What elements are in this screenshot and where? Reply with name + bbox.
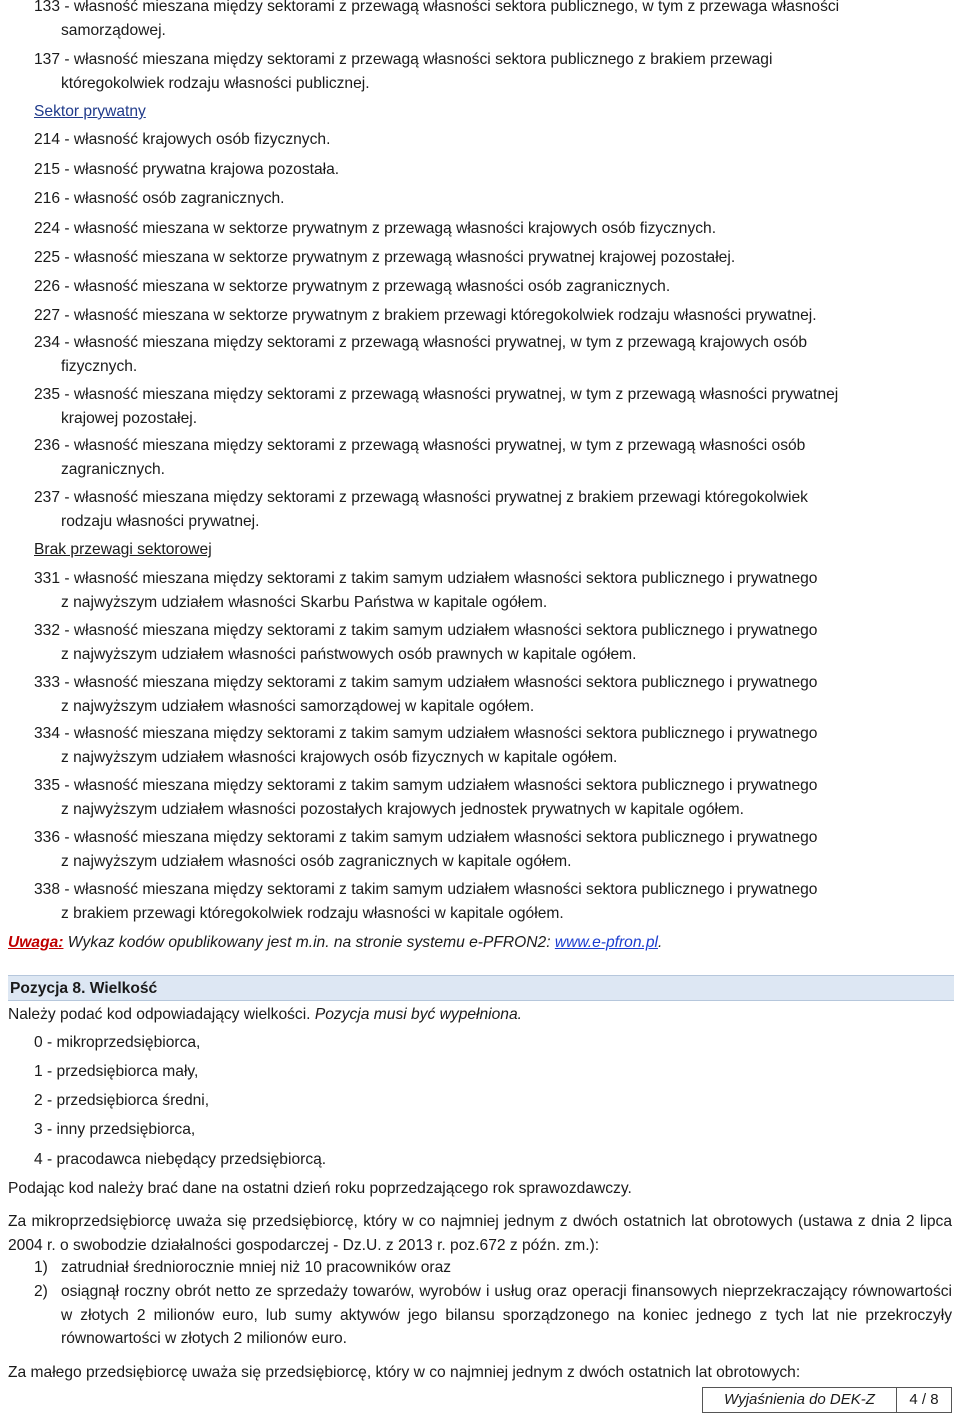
size-code-0: 0 - mikroprzedsiębiorca, bbox=[34, 1034, 201, 1051]
code-entry-continuation: samorządowej. bbox=[61, 21, 166, 39]
code-entry-continuation: z brakiem przewagi któregokolwiek rodzaju własności w kapitale ogółem. bbox=[61, 904, 564, 922]
code-entry-continuation: z najwyższym udziałem własności pozostałych krajowych jednostek prywatnych w kapitale ogółem. bbox=[61, 800, 744, 818]
footer-doc-name: Wyjaśnienia do DEK-Z bbox=[703, 1388, 897, 1412]
code-entry-215 bbox=[34, 158, 952, 182]
code-entry-continuation: z najwyższym udziałem własności Skarbu Państwa w kapitale ogółem. bbox=[61, 593, 548, 611]
code-entry-text: 331 - własność mieszana między sektorami z takim samym udziałem własności sektora publicznego i prywatnego bbox=[34, 570, 818, 587]
code-entry-214 bbox=[34, 128, 952, 152]
code-entry-333 bbox=[34, 671, 952, 718]
code-entry-335 bbox=[34, 774, 952, 821]
private-sector-heading: Sektor prywatny bbox=[34, 103, 146, 120]
code-entry-text: 333 - własność mieszana między sektorami z takim samym udziałem własności sektora publicznego i prywatnego bbox=[34, 674, 818, 691]
micro-definition: Za mikroprzedsiębiorcę uważa się przedsiębiorcę, który w co najmniej jednym z dwóch ostatnich lat obrotowych (ustawa z dnia 2 lipca 2004 r. o swobodzie działalności gospodarczej - Dz.U. z 2013 r. poz.672 z późn. zm.): bbox=[8, 1213, 952, 1254]
code-entry-137 bbox=[34, 48, 952, 95]
size-code-1: 1 - przedsiębiorca mały, bbox=[34, 1063, 199, 1080]
size-code-2: 2 - przedsiębiorca średni, bbox=[34, 1092, 210, 1109]
condition-1 bbox=[8, 1256, 952, 1280]
code-entry-224 bbox=[34, 217, 952, 241]
code-entry-text: 216 - własność osób zagranicznych. bbox=[34, 190, 285, 207]
code-entry-text: 133 - własność mieszana między sektorami z przewagą własności sektora publicznego, w tym z przewaga własności bbox=[34, 0, 840, 15]
date-note: Podając kod należy brać dane na ostatni dzień roku poprzedzającego rok sprawozdawczy. bbox=[8, 1180, 632, 1197]
condition-text: osiągnął roczny obrót netto ze sprzedaży towarów, wyrobów i usług oraz operacji finansowych nieprzekraczający równowartości w złotych 2 milionów euro, lub sumy aktywów jego bilansu sporządzonego na koniec jednego z tych lat nie przekroczyły równowartości w złotych 2 milionów euro. bbox=[61, 1283, 952, 1347]
condition-text: zatrudniał średniorocznie mniej niż 10 pracowników oraz bbox=[61, 1259, 452, 1276]
code-entry-236 bbox=[34, 434, 952, 481]
code-entry-235 bbox=[34, 383, 952, 430]
code-entry-225 bbox=[34, 246, 952, 270]
size-code-4: 4 - pracodawca niebędący przedsiębiorcą. bbox=[34, 1151, 327, 1168]
code-entry-text: 237 - własność mieszana między sektorami z przewagą własności prywatnej z brakiem przewagi któregokolwiek bbox=[34, 489, 808, 506]
note-tail: . bbox=[658, 934, 663, 951]
code-entry-text: 334 - własność mieszana między sektorami z takim samym udziałem własności sektora publicznego i prywatnego bbox=[34, 725, 818, 742]
code-entry-continuation: z najwyższym udziałem własności krajowych osób fizycznych w kapitale ogółem. bbox=[61, 748, 618, 766]
code-entry-216 bbox=[34, 187, 952, 211]
code-entry-continuation: z najwyższym udziałem własności samorządowej w kapitale ogółem. bbox=[61, 697, 535, 715]
code-entry-237 bbox=[34, 486, 952, 533]
intro-required-note: Pozycja musi być wypełniona. bbox=[314, 1006, 522, 1023]
note-label: Uwaga: bbox=[8, 934, 64, 951]
code-entry-334 bbox=[34, 722, 952, 769]
code-entry-text: 335 - własność mieszana między sektorami z takim samym udziałem własności sektora publicznego i prywatnego bbox=[34, 777, 818, 794]
code-entry-331 bbox=[34, 567, 952, 614]
condition-2 bbox=[8, 1280, 952, 1351]
code-entry-133 bbox=[34, 0, 952, 42]
code-entry-text: 235 - własność mieszana między sektorami z przewagą własności prywatnej, w tym z przewagą własności prywatnej bbox=[34, 386, 839, 403]
code-entry-continuation: rodzaju własności prywatnej. bbox=[61, 512, 260, 530]
condition-number: 1) bbox=[34, 1259, 48, 1276]
code-entry-text: 227 - własność mieszana w sektorze prywatnym z brakiem przewagi któregokolwiek rodzaju własności prywatnej. bbox=[34, 307, 817, 324]
note bbox=[8, 931, 662, 955]
page-footer bbox=[702, 1387, 952, 1413]
code-entry-continuation: fizycznych. bbox=[61, 357, 138, 375]
e-pfron-link[interactable]: www.e-pfron.pl bbox=[554, 934, 658, 951]
code-entry-continuation: z najwyższym udziałem własności osób zagranicznych w kapitale ogółem. bbox=[61, 852, 572, 870]
code-entry-continuation: krajowej pozostałej. bbox=[61, 409, 198, 427]
code-entry-text: 234 - własność mieszana między sektorami z przewagą własności prywatnej, w tym z przewagą krajowych osób bbox=[34, 334, 808, 351]
size-code-3: 3 - inny przedsiębiorca, bbox=[34, 1121, 196, 1138]
code-entry-text: 236 - własność mieszana między sektorami z przewagą własności prywatnej, w tym z przewagą własności osób bbox=[34, 437, 806, 454]
code-entry-text: 225 - własność mieszana w sektorze prywatnym z przewagą własności prywatnej krajowej pozostałej. bbox=[34, 249, 736, 266]
section-8-title: Pozycja 8. Wielkość bbox=[10, 980, 158, 997]
small-definition: Za małego przedsiębiorcę uważa się przedsiębiorcę, który w co najmniej jednym z dwóch ostatnich lat obrotowych: bbox=[8, 1364, 801, 1381]
section-8-intro bbox=[8, 1003, 952, 1027]
code-entry-226 bbox=[34, 275, 952, 299]
code-entry-text: 338 - własność mieszana między sektorami z takim samym udziałem własności sektora publicznego i prywatnego bbox=[34, 881, 818, 898]
code-entry-227 bbox=[34, 304, 952, 328]
code-entry-text: 226 - własność mieszana w sektorze prywatnym z przewagą własności osób zagranicznych. bbox=[34, 278, 671, 295]
section-8-header bbox=[8, 975, 954, 1001]
code-entry-338 bbox=[34, 878, 952, 925]
code-entry-text: 137 - własność mieszana między sektorami z przewagą własności sektora publicznego z brakiem przewagi bbox=[34, 51, 773, 68]
code-entry-continuation: zagranicznych. bbox=[61, 460, 166, 478]
note-text: Wykaz kodów opublikowany jest m.in. na stronie systemu e-PFRON2: bbox=[63, 934, 555, 951]
code-entry-234 bbox=[34, 331, 952, 378]
code-entry-332 bbox=[34, 619, 952, 666]
footer-page-number: 4 / 8 bbox=[909, 1391, 939, 1408]
code-entry-text: 215 - własność prywatna krajowa pozostała. bbox=[34, 161, 340, 178]
code-entry-text: 336 - własność mieszana między sektorami z takim samym udziałem własności sektora publicznego i prywatnego bbox=[34, 829, 818, 846]
code-entry-text: 332 - własność mieszana między sektorami z takim samym udziałem własności sektora publicznego i prywatnego bbox=[34, 622, 818, 639]
code-entry-text: 224 - własność mieszana w sektorze prywatnym z przewagą własności krajowych osób fizycznych. bbox=[34, 220, 717, 237]
code-entry-text: 214 - własność krajowych osób fizycznych. bbox=[34, 131, 331, 148]
code-entry-continuation: z najwyższym udziałem własności państwowych osób prawnych w kapitale ogółem. bbox=[61, 645, 637, 663]
code-entry-336 bbox=[34, 826, 952, 873]
condition-number: 2) bbox=[34, 1283, 48, 1300]
intro-text: Należy podać kod odpowiadający wielkości. bbox=[8, 1006, 315, 1023]
code-entry-continuation: któregokolwiek rodzaju własności publicznej. bbox=[61, 74, 370, 92]
no-dominance-heading: Brak przewagi sektorowej bbox=[34, 541, 212, 558]
